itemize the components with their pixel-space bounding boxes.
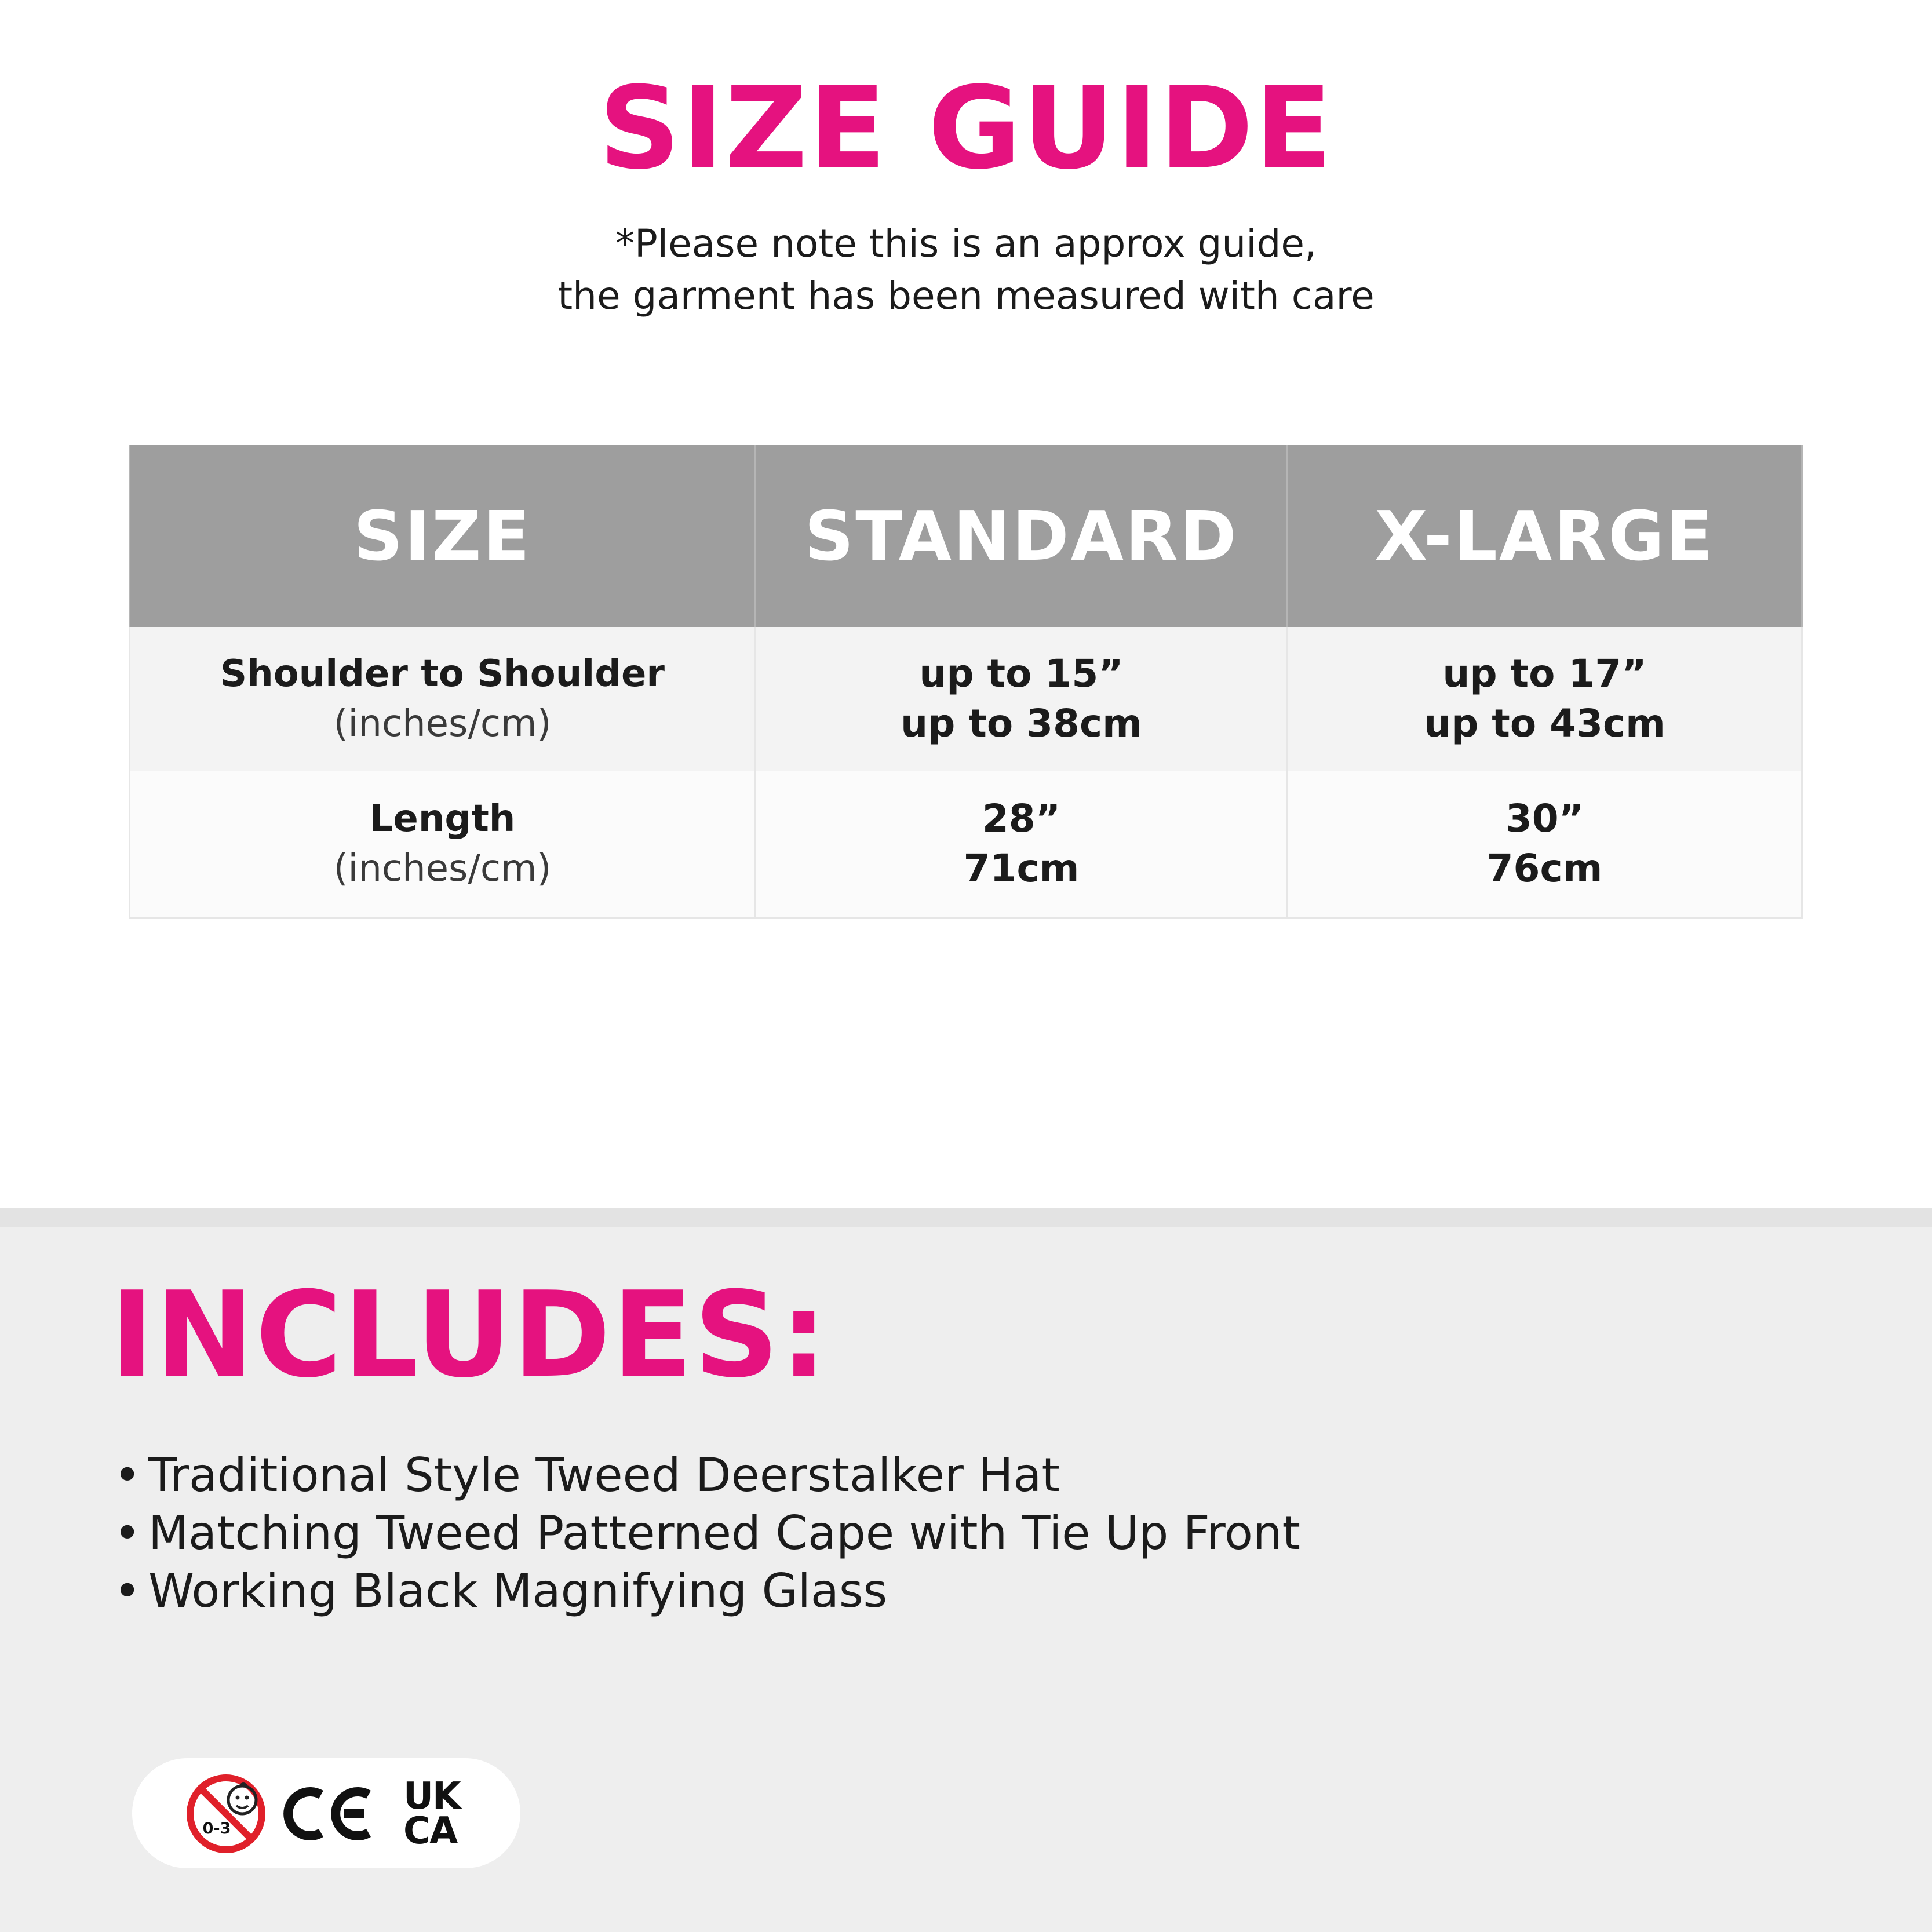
- ukca-line-1: UK: [403, 1775, 460, 1818]
- standard-cm: 71cm: [963, 846, 1080, 891]
- table-header-row: [130, 445, 1802, 627]
- standard-cell: [756, 771, 1288, 918]
- row-unit: (inches/cm): [333, 847, 552, 891]
- size-table: [129, 445, 1803, 919]
- header-xlarge: X-LARGE: [1288, 445, 1802, 627]
- table-row: [130, 771, 1802, 918]
- no-under-3-icon: [190, 1778, 262, 1850]
- bullet: •: [114, 1448, 141, 1502]
- ukca-line-2: CA: [403, 1810, 457, 1853]
- size-note: [0, 218, 1932, 322]
- xlarge-inches: up to 17”: [1442, 651, 1647, 696]
- row-label-cell: [130, 771, 756, 918]
- header-standard: STANDARD: [756, 445, 1288, 627]
- xlarge-cm: up to 43cm: [1424, 701, 1665, 746]
- page-title: SIZE GUIDE: [599, 63, 1333, 195]
- standard-inches: 28”: [982, 796, 1061, 841]
- standard-cell: [756, 627, 1288, 771]
- includes-list: [114, 1446, 1300, 1620]
- standard-cm: up to 38cm: [901, 701, 1142, 746]
- ukca-mark: [403, 1775, 490, 1853]
- ce-mark-icon: [288, 1792, 369, 1836]
- row-label-cell: [130, 627, 756, 771]
- list-item-text: Matching Tweed Patterned Cape with Tie Up Front: [148, 1506, 1301, 1560]
- xlarge-cm: 76cm: [1486, 846, 1603, 891]
- includes-title: INCLUDES:: [110, 1267, 829, 1404]
- bullet: •: [114, 1506, 141, 1560]
- xlarge-inches: 30”: [1505, 796, 1584, 841]
- xlarge-cell: [1288, 627, 1802, 771]
- row-unit: (inches/cm): [333, 702, 552, 745]
- list-item-text: Traditional Style Tweed Deerstalker Hat: [148, 1448, 1060, 1502]
- standard-inches: up to 15”: [919, 651, 1124, 696]
- list-item: [114, 1446, 1300, 1504]
- list-item: [114, 1504, 1300, 1562]
- list-item-text: Working Black Magnifying Glass: [148, 1564, 888, 1618]
- list-item: [114, 1562, 1300, 1620]
- bullet: •: [114, 1564, 141, 1618]
- header-size: SIZE: [130, 445, 756, 627]
- size-note-line-2: the garment has been measured with care: [557, 274, 1375, 318]
- size-note-line-1: *Please note this is an approx guide,: [615, 221, 1317, 266]
- row-label: Shoulder to Shoulder: [220, 652, 665, 695]
- table-row: [130, 627, 1802, 771]
- certification-badges: [132, 1758, 520, 1868]
- xlarge-cell: [1288, 771, 1802, 918]
- age-label: 0-3: [202, 1820, 231, 1838]
- row-label: Length: [369, 797, 516, 841]
